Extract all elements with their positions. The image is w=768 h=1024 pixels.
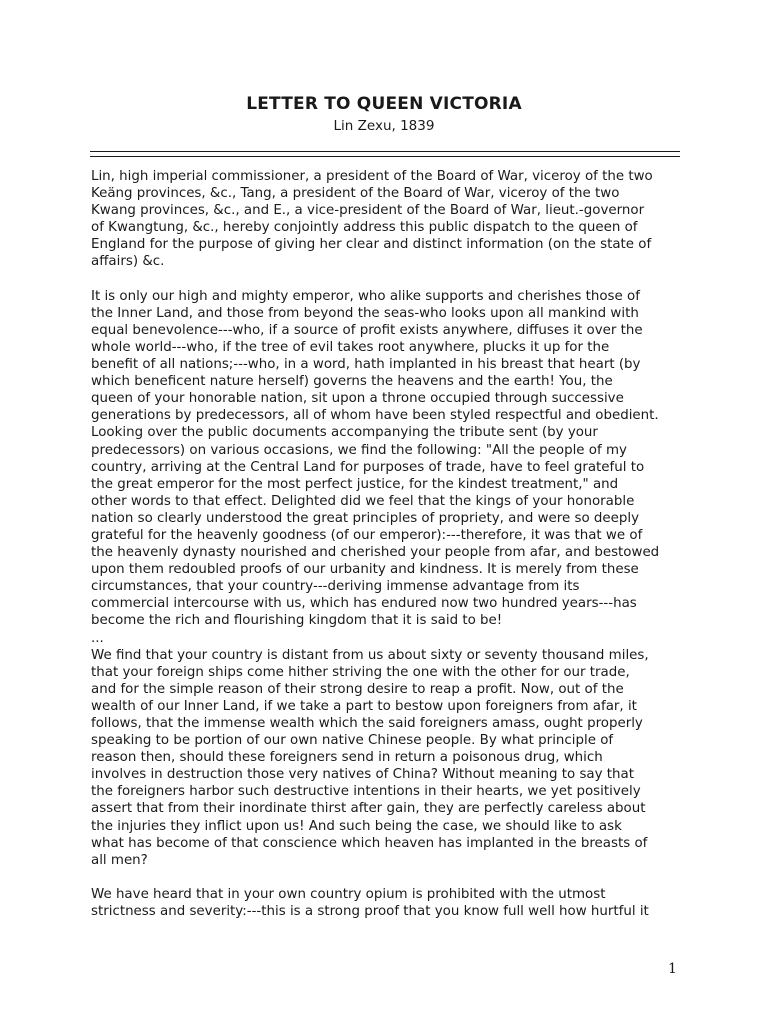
text-line: what has become of that conscience which heaven has implanted in the breasts of [91, 835, 648, 851]
text-line: We find that your country is distant from us about sixty or seventy thousand miles, [91, 647, 649, 663]
text-line: the Inner Land, and those from beyond the seas-who looks upon all mankind with [91, 305, 639, 321]
text-line: reason then, should these foreigners send in return a poisonous drug, which [91, 750, 603, 766]
text-line: We have heard that in your own country opium is prohibited with the utmost [91, 886, 606, 902]
text-line: Kwang provinces, &c., and E., a vice-president of the Board of War, lieut.-governor [91, 203, 645, 219]
text-line: speaking to be portion of our own native Chinese people. By what principle of [91, 733, 614, 749]
text-line: grateful for the heavenly goodness (of our emperor):---therefore, it was that we of [91, 527, 643, 543]
text-line: generations by predecessors, all of whom have been styled respectful and obedient. [91, 408, 659, 424]
paragraph-gap [91, 869, 691, 886]
page-number: 1 [668, 961, 677, 977]
document-subtitle: Lin Zexu, 1839 [333, 118, 435, 134]
text-line: upon them redoubled proofs of our urbanity and kindness. It is merely from these [91, 562, 639, 578]
text-line: which beneficent nature herself) governs the heavens and the earth! You, the [91, 374, 613, 390]
paragraph [91, 288, 691, 869]
text-line: the injuries they inflict upon us! And such being the case, we should like to ask [91, 818, 622, 834]
text-line: ... [91, 630, 104, 646]
text-line: become the rich and flourishing kingdom that it is said to be! [91, 613, 503, 629]
paragraph-gap [91, 271, 691, 288]
text-line: other words to that effect. Delighted did we feel that the kings of your honorable [91, 493, 635, 509]
text-line: commercial intercourse with us, which has endured now two hundred years---has [91, 596, 637, 612]
document-title: LETTER TO QUEEN VICTORIA [246, 94, 522, 114]
text-line: involves in destruction those very natives of China? Without meaning to say that [91, 767, 635, 783]
text-line: and for the simple reason of their strong desire to reap a profit. Now, out of the [91, 681, 624, 697]
text-line: predecessors) on various occasions, we find the following: "All the people of my [91, 442, 627, 458]
text-line: the heavenly dynasty nourished and cherished your people from afar, and bestowed [91, 545, 660, 561]
text-line: all men? [91, 852, 148, 868]
text-line: follows, that the immense wealth which the said foreigners amass, ought properly [91, 716, 643, 731]
text-line: England for the purpose of giving her clear and distinct information (on the state of [91, 237, 652, 253]
text-line: Keäng provinces, &c., Tang, a president of the Board of War, viceroy of the two [91, 186, 620, 202]
text-line: nation so clearly understood the great principles of propriety, and were so deeply [91, 510, 640, 526]
text-line: wealth of our Inner Land, if we take a part to bestow upon foreigners from afar, it [91, 698, 637, 714]
text-line: the great emperor for the most perfect justice, for the kindest treatment," and [91, 476, 619, 492]
text-line: that your foreign ships come hither striving the one with the other for our trade, [91, 664, 630, 680]
document-body [91, 168, 691, 920]
header-rule-top [90, 151, 680, 152]
text-line: assert that from their inordinate thirst after gain, they are perfectly careless about [91, 801, 646, 817]
text-line: Lin, high imperial commissioner, a president of the Board of War, viceroy of the two [91, 169, 653, 184]
text-line: of Kwangtung, &c., hereby conjointly address this public dispatch to the queen of [91, 220, 638, 236]
text-line: equal benevolence---who, if a source of profit exists anywhere, diffuses it over the [91, 322, 643, 338]
text-line: Looking over the public documents accompanying the tribute sent (by your [91, 425, 598, 441]
text-line: benefit of all nations;---who, in a word, hath implanted in his breast that heart (by [91, 357, 641, 373]
text-line: circumstances, that your country---deriving immense advantage from its [91, 579, 580, 595]
text-line: the foreigners harbor such destructive intentions in their hearts, we yet positively [91, 784, 641, 800]
text-line: affairs) &c. [91, 254, 165, 270]
text-line: country, arriving at the Central Land for purposes of trade, have to feel grateful to [91, 459, 645, 475]
paragraph [91, 168, 691, 271]
text-line: It is only our high and mighty emperor, who alike supports and cherishes those of [91, 288, 640, 304]
text-line: strictness and severity:---this is a strong proof that you know full well how hurtful it [91, 904, 649, 920]
paragraph [91, 886, 691, 920]
text-line: whole world---who, if the tree of evil takes root anywhere, plucks it up for the [91, 339, 610, 355]
text-line: queen of your honorable nation, sit upon a throne occupied through successive [91, 391, 624, 407]
header-rule-bottom [90, 156, 680, 157]
